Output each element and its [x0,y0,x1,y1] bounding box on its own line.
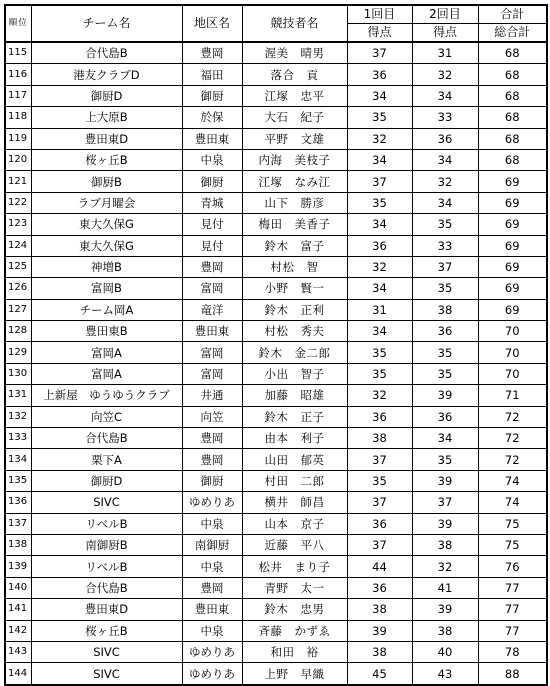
cell-player: 鈴木 忠男 [242,599,347,620]
header-round1-sub: 得点 [347,24,412,43]
cell-team: 神増B [31,256,182,277]
cell-round1: 32 [347,385,412,406]
table-row [5,385,547,406]
table-row [5,620,547,641]
cell-rank: 120 [5,149,31,170]
cell-round1: 35 [347,107,412,128]
cell-total: 69 [478,171,547,192]
cell-round1: 38 [347,599,412,620]
cell-round1: 45 [347,663,412,685]
cell-round2: 35 [412,278,478,299]
cell-rank: 136 [5,492,31,513]
cell-round1: 36 [347,577,412,598]
cell-round1: 34 [347,278,412,299]
table-row [5,235,547,256]
cell-player: 江塚 忠平 [242,85,347,106]
table-row [5,470,547,491]
table-row [5,406,547,427]
cell-round2: 39 [412,385,478,406]
table-row [5,428,547,449]
table-row [5,534,547,555]
cell-round2: 34 [412,85,478,106]
cell-total: 69 [478,192,547,213]
cell-total: 75 [478,513,547,534]
cell-district: 井通 [182,385,242,406]
cell-team: 向笠C [31,406,182,427]
cell-team: 上大原B [31,107,182,128]
cell-round2: 36 [412,406,478,427]
cell-total: 75 [478,534,547,555]
cell-round1: 37 [347,534,412,555]
cell-total: 68 [478,42,547,64]
header-district: 地区名 [182,5,242,42]
cell-player: 渥美 晴男 [242,42,347,64]
cell-rank: 115 [5,42,31,64]
cell-district: 見付 [182,214,242,235]
cell-round2: 40 [412,641,478,662]
cell-round2: 33 [412,107,478,128]
table-row [5,107,547,128]
cell-rank: 128 [5,321,31,342]
cell-team: チーム岡A [31,299,182,320]
cell-total: 68 [478,128,547,149]
cell-total: 69 [478,214,547,235]
cell-rank: 124 [5,235,31,256]
header-round1: 1回目 [347,5,412,24]
table-row [5,214,547,235]
cell-round1: 36 [347,513,412,534]
cell-district: 御厨 [182,470,242,491]
table-header [5,5,547,42]
cell-team: 合代島B [31,42,182,64]
cell-district: 富岡 [182,363,242,384]
cell-round2: 43 [412,663,478,685]
cell-round2: 31 [412,42,478,64]
cell-round1: 37 [347,42,412,64]
table-body [5,42,547,685]
cell-rank: 122 [5,192,31,213]
cell-player: 青野 太一 [242,577,347,598]
cell-round2: 38 [412,299,478,320]
cell-round2: 36 [412,321,478,342]
cell-round1: 38 [347,641,412,662]
cell-district: 見付 [182,235,242,256]
header-round2-sub: 得点 [412,24,478,43]
cell-team: 豊田東D [31,599,182,620]
cell-round2: 35 [412,342,478,363]
table-row [5,128,547,149]
cell-player: 上野 早織 [242,663,347,685]
cell-round1: 35 [347,192,412,213]
cell-round2: 41 [412,577,478,598]
cell-district: 向笠 [182,406,242,427]
cell-total: 69 [478,299,547,320]
cell-total: 68 [478,85,547,106]
cell-district: 豊岡 [182,577,242,598]
cell-total: 72 [478,428,547,449]
cell-total: 74 [478,470,547,491]
cell-round1: 37 [347,449,412,470]
header-sum: 合計 [478,5,547,24]
cell-team: 南御厨B [31,534,182,555]
cell-district: 豊田東 [182,321,242,342]
cell-round2: 37 [412,256,478,277]
cell-team: 上新屋 ゆうゆうクラブ [31,385,182,406]
cell-player: 落合 貢 [242,64,347,85]
cell-round2: 37 [412,492,478,513]
cell-total: 88 [478,663,547,685]
cell-rank: 144 [5,663,31,685]
table-row [5,171,547,192]
cell-rank: 117 [5,85,31,106]
cell-total: 77 [478,620,547,641]
cell-district: 中泉 [182,513,242,534]
cell-rank: 132 [5,406,31,427]
cell-round1: 32 [347,128,412,149]
cell-rank: 123 [5,214,31,235]
cell-round2: 39 [412,513,478,534]
table-row [5,299,547,320]
cell-round1: 37 [347,171,412,192]
table-row [5,363,547,384]
cell-round1: 36 [347,406,412,427]
cell-rank: 121 [5,171,31,192]
header-team: チーム名 [31,5,182,42]
cell-rank: 140 [5,577,31,598]
cell-round2: 36 [412,128,478,149]
cell-round2: 38 [412,620,478,641]
cell-team: 東大久保G [31,214,182,235]
cell-round1: 36 [347,235,412,256]
cell-rank: 142 [5,620,31,641]
table-row [5,85,547,106]
table-row [5,513,547,534]
cell-team: リベルB [31,513,182,534]
cell-total: 72 [478,449,547,470]
cell-player: 村松 智 [242,256,347,277]
cell-rank: 143 [5,641,31,662]
cell-player: 山下 勝彦 [242,192,347,213]
cell-district: 豊岡 [182,42,242,64]
cell-round2: 33 [412,235,478,256]
cell-total: 70 [478,342,547,363]
cell-district: 豊岡 [182,449,242,470]
cell-player: 小野 賢一 [242,278,347,299]
cell-district: 竜洋 [182,299,242,320]
cell-round2: 32 [412,171,478,192]
cell-district: 御厨 [182,171,242,192]
cell-total: 69 [478,278,547,299]
cell-district: ゆめりあ [182,663,242,685]
cell-player: 村松 秀夫 [242,321,347,342]
cell-player: 鈴木 正子 [242,406,347,427]
cell-rank: 135 [5,470,31,491]
header-sum-sub: 総合計 [478,24,547,43]
cell-team: 港友クラブD [31,64,182,85]
table-row [5,149,547,170]
cell-team: 豊田東B [31,321,182,342]
cell-round2: 34 [412,428,478,449]
cell-team: 豊田東D [31,128,182,149]
cell-district: ゆめりあ [182,492,242,513]
table-row [5,192,547,213]
table-row [5,321,547,342]
cell-round1: 35 [347,363,412,384]
cell-team: 桜ヶ丘B [31,620,182,641]
cell-player: 江塚 なみ江 [242,171,347,192]
cell-player: 大石 紀子 [242,107,347,128]
table-row [5,577,547,598]
cell-player: 由本 利子 [242,428,347,449]
cell-district: 豊田東 [182,128,242,149]
cell-round1: 35 [347,470,412,491]
table-row [5,599,547,620]
cell-rank: 126 [5,278,31,299]
cell-total: 69 [478,256,547,277]
cell-total: 69 [478,235,547,256]
cell-round1: 44 [347,556,412,577]
cell-district: 青城 [182,192,242,213]
cell-rank: 134 [5,449,31,470]
cell-district: 中泉 [182,556,242,577]
cell-player: 松井 まり子 [242,556,347,577]
cell-team: 東大久保G [31,235,182,256]
cell-team: 御厨B [31,171,182,192]
cell-round1: 38 [347,428,412,449]
table-row [5,556,547,577]
cell-rank: 131 [5,385,31,406]
cell-district: 南御厨 [182,534,242,555]
cell-round1: 34 [347,214,412,235]
cell-total: 77 [478,577,547,598]
cell-rank: 116 [5,64,31,85]
table-row [5,492,547,513]
cell-round2: 32 [412,556,478,577]
cell-rank: 138 [5,534,31,555]
cell-player: 鈴木 富子 [242,235,347,256]
cell-rank: 141 [5,599,31,620]
cell-round1: 36 [347,64,412,85]
cell-total: 71 [478,385,547,406]
table-row [5,42,547,64]
cell-player: 内海 美枝子 [242,149,347,170]
cell-round2: 32 [412,64,478,85]
cell-rank: 119 [5,128,31,149]
cell-district: 中泉 [182,149,242,170]
cell-total: 76 [478,556,547,577]
cell-round1: 34 [347,85,412,106]
cell-round1: 34 [347,149,412,170]
header-player: 競技者名 [242,5,347,42]
cell-district: 豊岡 [182,256,242,277]
table-row [5,641,547,662]
cell-district: 於保 [182,107,242,128]
cell-round1: 31 [347,299,412,320]
cell-team: 富岡B [31,278,182,299]
cell-district: 福田 [182,64,242,85]
cell-player: 小出 智子 [242,363,347,384]
cell-team: 富岡A [31,342,182,363]
results-table [4,4,548,686]
cell-total: 77 [478,599,547,620]
cell-total: 70 [478,321,547,342]
header-row-1 [5,5,547,24]
cell-team: SIVC [31,641,182,662]
results-table-container [4,4,548,686]
table-row [5,663,547,685]
cell-rank: 130 [5,363,31,384]
cell-player: 加藤 昭雄 [242,385,347,406]
cell-team: 桜ヶ丘B [31,149,182,170]
cell-round1: 34 [347,321,412,342]
cell-player: 斉藤 かずゑ [242,620,347,641]
cell-team: 富岡A [31,363,182,384]
cell-round2: 34 [412,192,478,213]
cell-total: 70 [478,363,547,384]
cell-district: 豊田東 [182,599,242,620]
table-row [5,64,547,85]
cell-rank: 139 [5,556,31,577]
cell-team: 御厨D [31,470,182,491]
header-round2: 2回目 [412,5,478,24]
cell-rank: 137 [5,513,31,534]
cell-district: 御厨 [182,85,242,106]
cell-total: 68 [478,149,547,170]
cell-player: 和田 裕 [242,641,347,662]
cell-total: 72 [478,406,547,427]
cell-team: SIVC [31,663,182,685]
cell-player: 村田 二郎 [242,470,347,491]
cell-player: 鈴木 正利 [242,299,347,320]
cell-rank: 125 [5,256,31,277]
cell-rank: 133 [5,428,31,449]
cell-team: SIVC [31,492,182,513]
cell-round2: 39 [412,599,478,620]
cell-team: リベルB [31,556,182,577]
cell-total: 68 [478,64,547,85]
cell-round2: 39 [412,470,478,491]
table-row [5,256,547,277]
cell-total: 78 [478,641,547,662]
cell-district: ゆめりあ [182,641,242,662]
cell-round1: 35 [347,342,412,363]
cell-round2: 35 [412,214,478,235]
cell-total: 74 [478,492,547,513]
cell-rank: 118 [5,107,31,128]
table-row [5,278,547,299]
cell-player: 梅田 美香子 [242,214,347,235]
cell-round1: 37 [347,492,412,513]
cell-round2: 35 [412,363,478,384]
table-row [5,342,547,363]
cell-round1: 39 [347,620,412,641]
cell-district: 豊岡 [182,428,242,449]
cell-district: 中泉 [182,620,242,641]
cell-district: 富岡 [182,278,242,299]
cell-district: 富岡 [182,342,242,363]
cell-player: 平野 文雄 [242,128,347,149]
cell-player: 横井 師昌 [242,492,347,513]
cell-rank: 127 [5,299,31,320]
cell-round2: 35 [412,449,478,470]
cell-total: 68 [478,107,547,128]
cell-round2: 38 [412,534,478,555]
cell-player: 山本 京子 [242,513,347,534]
header-rank: 順位 [5,5,31,42]
cell-team: 合代島B [31,577,182,598]
cell-player: 近藤 平八 [242,534,347,555]
cell-team: 栗下A [31,449,182,470]
cell-team: 合代島B [31,428,182,449]
cell-team: 御厨D [31,85,182,106]
cell-player: 鈴木 金二郎 [242,342,347,363]
cell-rank: 129 [5,342,31,363]
cell-round2: 34 [412,149,478,170]
cell-round1: 32 [347,256,412,277]
cell-player: 山田 郁英 [242,449,347,470]
table-row [5,449,547,470]
cell-team: ラブ月曜会 [31,192,182,213]
